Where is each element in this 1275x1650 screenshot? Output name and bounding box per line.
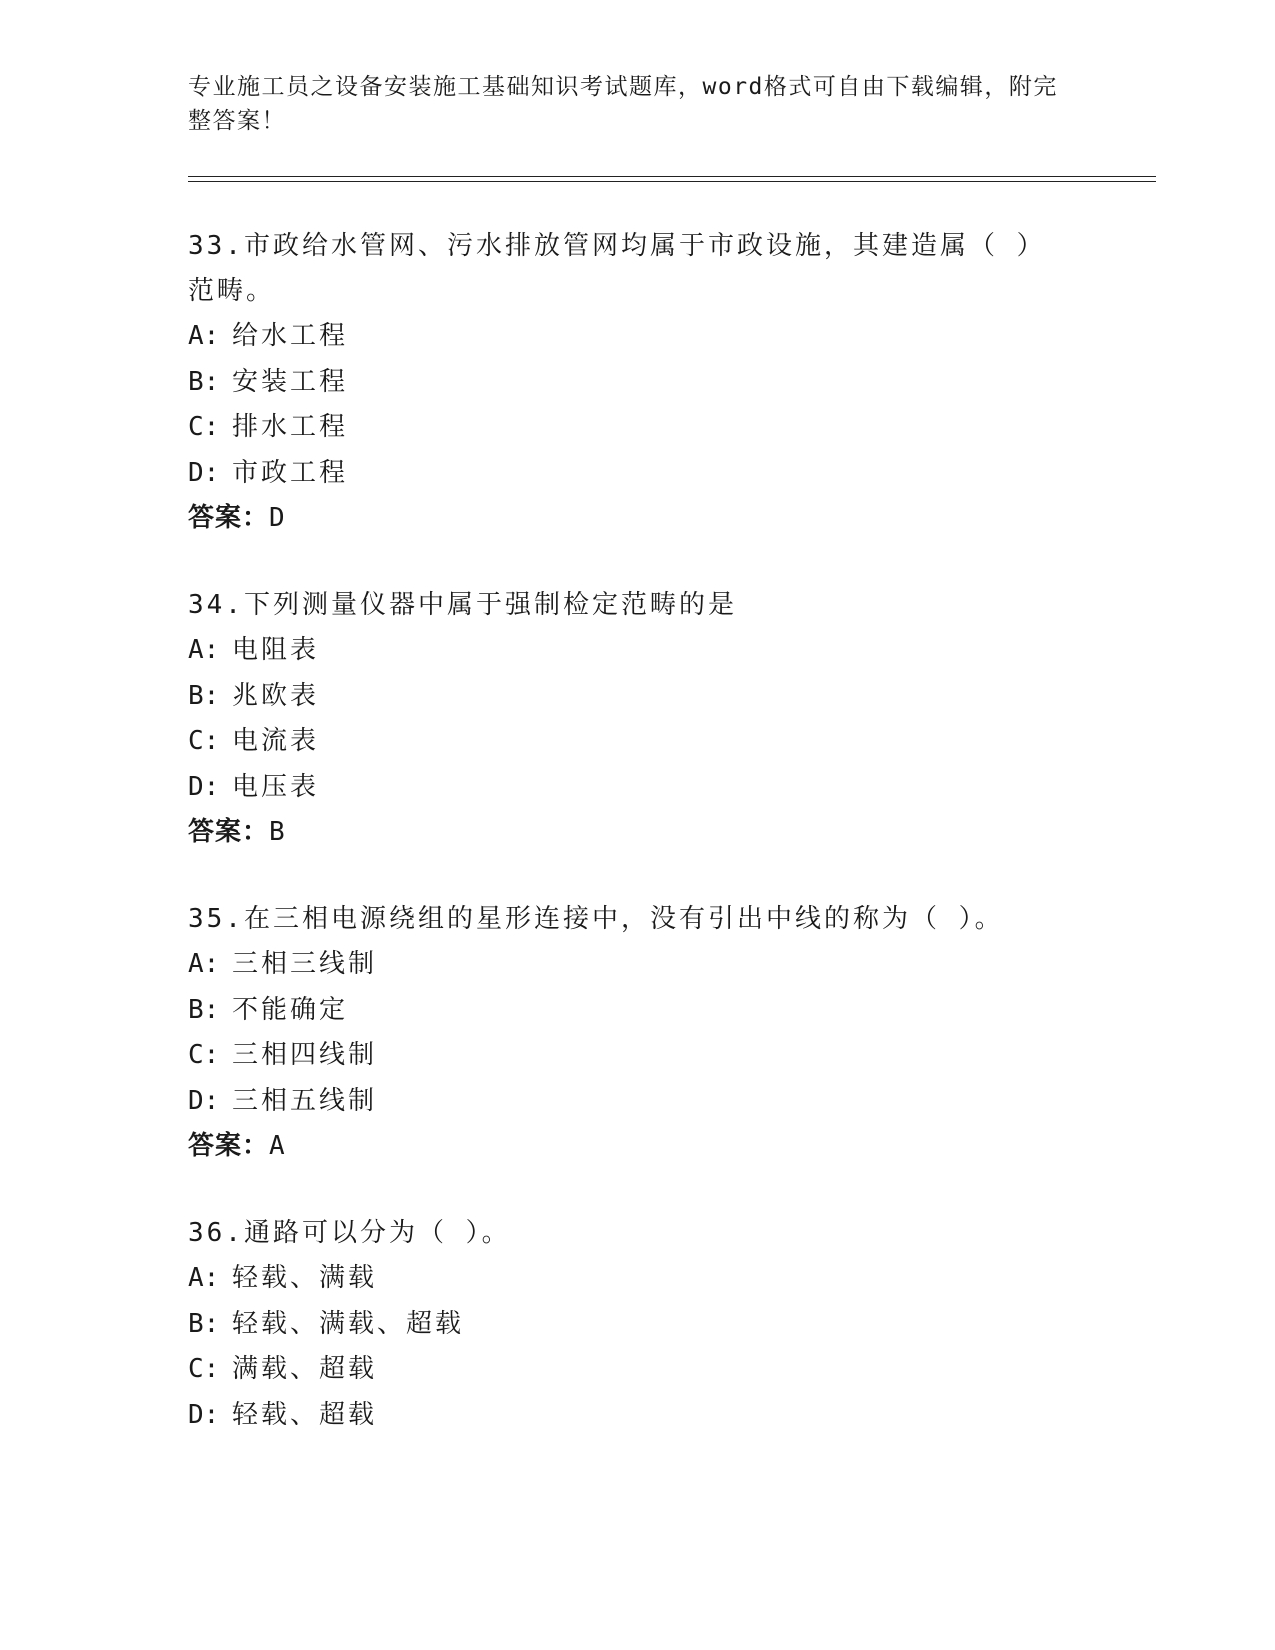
option-letter: B: <box>188 680 220 711</box>
option-text: 安装工程 <box>232 366 349 397</box>
option-d <box>188 451 1158 497</box>
option-letter: D: <box>188 771 220 802</box>
option-c <box>188 405 1158 451</box>
header-divider <box>188 176 1156 182</box>
option-letter: B: <box>188 994 220 1025</box>
option-letter: C: <box>188 1040 220 1070</box>
option-d <box>188 1079 1158 1125</box>
option-text: 不能确定 <box>232 994 349 1025</box>
option-letter: C: <box>188 412 220 442</box>
answer-label: 答案： <box>188 503 270 533</box>
option-b <box>188 1302 1158 1348</box>
question-35 <box>188 897 1158 1169</box>
option-letter: A: <box>188 949 220 979</box>
answer-value: A <box>269 1131 286 1161</box>
option-d <box>188 765 1158 811</box>
option-text: 轻载、满载 <box>232 1263 378 1293</box>
option-text: 满载、超载 <box>232 1354 378 1384</box>
option-a <box>188 314 1158 360</box>
option-text: 三相五线制 <box>232 1085 378 1116</box>
answer-line <box>188 496 1158 541</box>
option-c <box>188 1033 1158 1079</box>
option-letter: C: <box>188 1354 220 1384</box>
answer-label: 答案： <box>188 1131 270 1161</box>
answer-label: 答案： <box>188 817 270 847</box>
option-c <box>188 1347 1158 1393</box>
option-b <box>188 360 1158 406</box>
question-36 <box>188 1211 1158 1438</box>
option-text: 电压表 <box>232 771 320 802</box>
option-text: 排水工程 <box>232 412 349 442</box>
option-letter: A: <box>188 321 220 351</box>
question-stem: 35.在三相电源绕组的星形连接中，没有引出中线的称为（ ）。 <box>188 904 1004 934</box>
option-b <box>188 674 1158 720</box>
answer-value: B <box>269 817 286 847</box>
answer-value: D <box>269 503 286 533</box>
option-text: 电流表 <box>232 726 320 756</box>
option-d <box>188 1393 1158 1439</box>
option-letter: D: <box>188 1085 220 1116</box>
document-header: 专业施工员之设备安装施工基础知识考试题库，word格式可自由下载编辑，附完整答案！ <box>188 74 1058 134</box>
question-stem: 33.市政给水管网、污水排放管网均属于市政设施，其建造属（ ）范畴。 <box>188 231 1046 306</box>
option-text: 三相四线制 <box>232 1040 378 1070</box>
answer-line <box>188 810 1158 855</box>
answer-line <box>188 1124 1158 1169</box>
option-text: 轻载、超载 <box>232 1399 378 1430</box>
option-a <box>188 1256 1158 1302</box>
option-text: 电阻表 <box>232 635 320 665</box>
option-letter: D: <box>188 1399 220 1430</box>
option-text: 兆欧表 <box>232 680 320 711</box>
option-b <box>188 988 1158 1034</box>
question-stem: 36.通路可以分为（ ）。 <box>188 1218 511 1248</box>
question-33 <box>188 224 1158 541</box>
option-letter: D: <box>188 457 220 488</box>
option-letter: A: <box>188 635 220 665</box>
option-letter: B: <box>188 366 220 397</box>
option-text: 轻载、满载、超载 <box>232 1308 465 1339</box>
document-page <box>188 70 1158 1438</box>
option-letter: C: <box>188 726 220 756</box>
option-text: 给水工程 <box>232 321 349 351</box>
option-text: 三相三线制 <box>232 949 378 979</box>
option-a <box>188 628 1158 674</box>
option-letter: A: <box>188 1263 220 1293</box>
option-c <box>188 719 1158 765</box>
option-text: 市政工程 <box>232 457 349 488</box>
question-34 <box>188 583 1158 855</box>
option-letter: B: <box>188 1308 220 1339</box>
question-stem: 34.下列测量仪器中属于强制检定范畴的是 <box>188 590 737 620</box>
option-a <box>188 942 1158 988</box>
